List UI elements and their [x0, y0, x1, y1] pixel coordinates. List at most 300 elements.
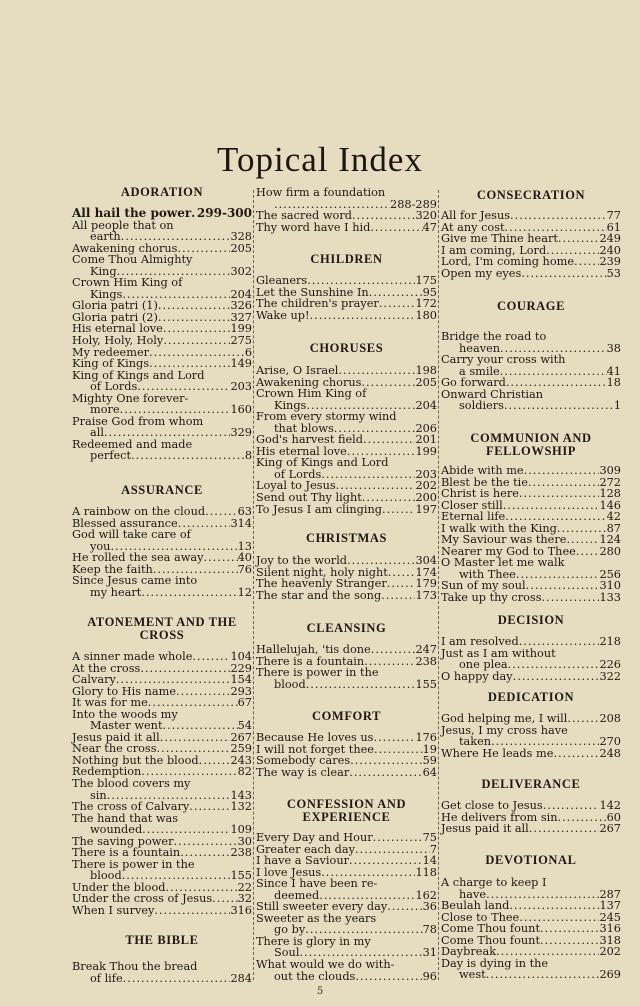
dot-leader	[500, 366, 607, 378]
entry-title: At any cost	[441, 220, 505, 234]
entry-title: Under the blood	[72, 880, 166, 894]
hymn-number: 229	[230, 661, 252, 675]
index-entry	[72, 335, 252, 347]
entry-title: of Lords	[90, 380, 138, 394]
hymn-number: 302	[230, 264, 252, 278]
entry-title: Close to Thee	[441, 910, 520, 924]
entry-title: Holy, Holy, Holy	[72, 334, 164, 348]
entry-title: Into the woods my	[72, 707, 178, 721]
index-entry	[72, 697, 252, 709]
entry-title: Nothing but the blood	[72, 753, 199, 767]
hymn-number: 95	[422, 285, 437, 299]
hymn-number: 133	[599, 591, 621, 605]
hymn-number: 329	[230, 426, 252, 440]
entry-title: Since Jesus came into	[72, 574, 198, 588]
entry-title: A sinner made whole	[72, 650, 193, 663]
entry-title: Daybreak	[441, 945, 497, 959]
entry-title: My Saviour was there	[441, 533, 567, 547]
hymn-number: 180	[415, 308, 437, 322]
entry-title: I walk with the King	[441, 521, 557, 535]
hymn-number: 275	[230, 334, 252, 348]
dot-leader	[381, 590, 415, 602]
dot-leader	[516, 569, 600, 581]
entry-title: There is a fountain	[72, 846, 181, 860]
dot-leader	[204, 552, 238, 564]
entry-title: His eternal love	[256, 444, 347, 458]
entry-title: Go forward	[441, 376, 506, 390]
entry-title: Redemption	[72, 765, 142, 779]
section-heading: DELIVERANCE	[481, 777, 581, 791]
hymn-number: 14	[422, 854, 437, 868]
dot-leader	[524, 465, 600, 477]
entry-title: deemed	[274, 888, 320, 902]
section-heading: CHRISTMAS	[305, 531, 388, 545]
hymn-number: 326	[230, 299, 252, 313]
dot-leader	[306, 679, 416, 691]
hymn-number: 75	[422, 831, 437, 844]
dot-leader	[542, 592, 600, 604]
entry-title: A charge to keep I	[441, 876, 547, 889]
hymn-number: 249	[599, 232, 621, 246]
index-entry	[441, 465, 621, 477]
hymn-number: 202	[415, 479, 437, 493]
index-entry	[441, 636, 621, 648]
hymn-number: 293	[230, 684, 252, 698]
entry-title: a smile	[459, 364, 500, 378]
entry-title: Somebody cares	[256, 754, 351, 768]
hymn-number: 155	[415, 677, 437, 691]
section-heading: CONFESSION AND EXPERIENCE	[286, 797, 407, 824]
hymn-number: 202	[599, 945, 621, 959]
hymn-number: 299-300	[196, 206, 252, 220]
index-entry	[441, 210, 621, 222]
entry-title: more	[90, 403, 120, 417]
hymn-number: 280	[599, 544, 621, 558]
entry-title: soldiers	[459, 399, 504, 413]
dot-leader	[355, 971, 422, 983]
section-heading: ATONEMENT AND THE CROSS	[87, 615, 237, 642]
entry-title: The way is clear	[256, 765, 350, 779]
dot-leader	[491, 736, 599, 748]
index-entry	[441, 823, 621, 835]
dot-leader	[374, 744, 423, 756]
hymn-number: 149	[230, 357, 252, 371]
index-entry	[256, 971, 437, 983]
entry-title: Soul	[274, 946, 300, 960]
hymn-number: 1	[613, 399, 621, 413]
entry-title: Under the cross of Jesus	[72, 892, 213, 906]
hymn-number: 201	[415, 433, 437, 447]
hymn-number: 328	[230, 230, 252, 244]
hymn-number: 13	[237, 539, 252, 553]
entry-title: Awakening chorus	[72, 241, 178, 255]
dot-leader	[116, 674, 231, 686]
hymn-number: 226	[599, 658, 621, 672]
hymn-number: 199	[230, 322, 252, 336]
dot-leader	[519, 636, 600, 648]
dot-leader	[131, 450, 245, 462]
entry-title: Blessed assurance	[72, 516, 178, 530]
hymn-number: 118	[415, 865, 437, 879]
dot-leader	[371, 644, 416, 656]
hymn-number: 318	[599, 933, 621, 947]
hymn-number: 310	[599, 579, 621, 593]
dot-leader	[387, 578, 416, 590]
entry-title: His eternal love	[72, 322, 163, 336]
index-entry	[441, 400, 621, 412]
index-entry	[256, 832, 437, 844]
dot-leader	[510, 210, 607, 222]
hymn-number: 240	[599, 243, 621, 257]
entry-title: The blood covers my	[72, 777, 191, 791]
index-entry	[72, 552, 252, 564]
entry-title: To Jesus I am clinging	[256, 502, 382, 516]
entry-title: I will not forget thee	[256, 742, 374, 756]
index-entry	[72, 358, 252, 370]
entry-title: perfect	[90, 449, 132, 463]
hymn-number: 197	[415, 502, 437, 516]
hymn-number: 40	[237, 551, 252, 565]
entry-title: Let the Sunshine In	[256, 285, 369, 299]
hymn-number: 198	[415, 364, 437, 377]
entry-title: of life	[90, 971, 123, 985]
index-entry	[256, 388, 437, 400]
entry-title: Joy to the world	[256, 554, 348, 567]
entry-title: Greater each day	[256, 842, 356, 856]
entry-title: wounded	[90, 823, 143, 837]
dot-leader	[355, 844, 430, 856]
entry-title: Bridge the road to	[441, 330, 547, 343]
entry-title: Get close to Jesus	[441, 799, 543, 812]
entry-title: A rainbow on the cloud	[72, 505, 206, 518]
entry-title: My redeemer	[72, 345, 150, 359]
dot-leader	[379, 298, 416, 310]
entry-title: Crown Him King of	[256, 387, 367, 401]
entry-title: Keep the faith	[72, 562, 153, 576]
dot-leader	[123, 973, 231, 985]
entry-title: God's harvest field	[256, 433, 364, 447]
index-entry	[72, 587, 252, 599]
index-entry	[441, 736, 621, 748]
dot-leader	[574, 256, 599, 268]
entry-title: blood	[90, 869, 122, 883]
hymn-number: 316	[599, 922, 621, 936]
dot-leader	[382, 504, 415, 516]
entry-title: Send out Thy light	[256, 491, 362, 505]
dot-leader	[508, 659, 600, 671]
hymn-number: 284	[230, 971, 252, 985]
section-heading: DECISION	[497, 613, 565, 627]
dot-leader	[362, 492, 416, 504]
hymn-number: 238	[230, 846, 252, 860]
hymn-number: 267	[599, 822, 621, 836]
section-heading: ASSURANCE	[121, 483, 203, 497]
entry-title: Calvary	[72, 673, 116, 687]
entry-title: taken	[459, 735, 492, 749]
index-entry	[72, 801, 252, 813]
index-entry	[256, 210, 437, 222]
dot-leader	[540, 923, 599, 935]
entry-title: Gleaners	[256, 274, 308, 287]
entry-title: Loyal to Jesus	[256, 479, 336, 493]
hymn-number: 316	[230, 904, 252, 918]
entry-title: Lord, I'm coming home	[441, 255, 575, 269]
hymn-number: 18	[606, 376, 621, 390]
entry-title: Sweeter as the years	[256, 911, 377, 925]
index-entry	[441, 800, 621, 812]
hymn-number: 327	[230, 310, 252, 324]
entry-title: blood	[274, 677, 306, 691]
entry-title: I am coming, Lord	[441, 243, 547, 257]
entry-title: Sun of my soul	[441, 579, 526, 593]
entry-title: Day is dying in the	[441, 956, 549, 970]
entry-title: Still sweeter every day	[256, 900, 388, 914]
dot-leader	[503, 500, 600, 512]
dot-leader	[158, 312, 231, 324]
index-entry	[441, 592, 621, 604]
hymn-number: 203	[415, 467, 437, 481]
entry-title: From every stormy wind	[256, 410, 397, 424]
entry-title: King of Kings	[72, 357, 150, 371]
dot-leader	[199, 755, 231, 767]
dot-leader	[154, 905, 230, 917]
column-divider-2	[438, 190, 439, 980]
dot-leader	[141, 587, 237, 599]
hymn-number: 248	[599, 746, 621, 760]
dot-leader	[543, 800, 600, 812]
hymn-number: 19	[422, 742, 437, 756]
entry-title: Silent night, holy night	[256, 565, 388, 579]
hymn-number: 314	[230, 516, 252, 530]
index-entry	[441, 331, 621, 343]
index-entry	[441, 268, 621, 280]
hymn-number: 304	[415, 554, 437, 567]
hymn-number: 63	[237, 505, 252, 518]
entry-title: When I survey	[72, 904, 155, 918]
entry-title: Just as I am without	[441, 646, 556, 660]
entry-title: Jesus paid it all	[441, 822, 529, 836]
hymn-number: 60	[606, 810, 621, 824]
dot-leader	[370, 222, 422, 234]
index-entry	[256, 298, 437, 310]
hymn-number: 272	[599, 475, 621, 489]
hymn-number: 53	[606, 266, 621, 280]
entry-title: Come Thou Almighty	[72, 253, 193, 267]
hymn-number: 205	[230, 241, 252, 255]
index-entry	[72, 529, 252, 541]
hymn-number: 128	[599, 487, 621, 501]
entry-title: I love Jesus	[256, 865, 322, 879]
entry-title: my heart	[90, 585, 142, 599]
entry-title: All hail the power	[72, 206, 192, 220]
entry-title: Closer still	[441, 498, 503, 512]
entry-title: Carry your cross with	[441, 353, 566, 367]
hymn-number: 176	[415, 731, 437, 744]
hymn-number: 124	[599, 533, 621, 547]
hymn-number: 154	[230, 673, 252, 687]
entry-title: The children's prayer	[256, 297, 379, 311]
index-entry	[256, 504, 437, 516]
entry-title: Blest be the tie	[441, 475, 528, 489]
hymn-number: 245	[599, 910, 621, 924]
dot-leader	[347, 555, 415, 567]
index-entry	[72, 973, 252, 985]
hymn-number: 146	[599, 498, 621, 512]
index-entry	[256, 222, 437, 234]
entry-title: Thy word have I hid	[256, 220, 371, 234]
index-entry	[72, 674, 252, 686]
entry-title: The hand that was	[72, 811, 179, 825]
entry-title: The saving power	[72, 834, 174, 848]
hymn-number: 76	[237, 562, 252, 576]
dot-leader	[140, 663, 230, 675]
section-heading: COMMUNION AND FELLOWSHIP	[470, 431, 592, 458]
hymn-number: 162	[415, 888, 437, 902]
entry-title: earth	[90, 230, 121, 244]
hymn-number: 78	[422, 923, 437, 937]
hymn-number: 320	[415, 209, 437, 223]
index-entry	[256, 732, 437, 744]
entry-title: O Master let me walk	[441, 556, 565, 570]
entry-title: Take up thy cross	[441, 591, 542, 605]
entry-title: Break Thou the bread	[72, 960, 198, 973]
index-entry	[441, 377, 621, 389]
hymn-number: 203	[230, 380, 252, 394]
hymn-number: 218	[599, 635, 621, 648]
entry-title: All for Jesus	[441, 209, 511, 222]
hymn-number: 64	[422, 765, 437, 779]
index-entry	[72, 208, 252, 220]
entry-title: Crown Him King of	[72, 276, 183, 290]
entry-title: that blows	[274, 421, 334, 435]
hymn-number: 267	[230, 730, 252, 744]
hymn-number: 205	[415, 375, 437, 389]
dot-leader	[553, 748, 599, 760]
dot-leader	[388, 567, 416, 579]
entry-title: Near the cross	[72, 742, 157, 756]
index-entry	[441, 900, 621, 912]
hymn-number: 104	[230, 650, 252, 663]
dot-leader	[363, 434, 415, 446]
hymn-number: 61	[606, 220, 621, 234]
entry-title: Abide with me	[441, 464, 524, 477]
entry-title: Redeemed and made	[72, 437, 193, 451]
entry-title: Glory to His name	[72, 684, 177, 698]
hymn-number: 36	[422, 900, 437, 914]
dot-leader	[373, 732, 415, 744]
index-entry	[72, 254, 252, 266]
entry-title: Gloria patri (1)	[72, 299, 158, 313]
hymn-number: 42	[606, 510, 621, 524]
index-entry	[256, 644, 437, 656]
entry-title: The star and the song	[256, 588, 382, 602]
hymn-number: 309	[599, 464, 621, 477]
hymn-number: 30	[237, 834, 252, 848]
hymn-number: 256	[599, 567, 621, 581]
index-entry	[256, 878, 437, 890]
entry-title: God will take care of	[72, 528, 191, 542]
entry-title: Praise God from whom	[72, 414, 204, 428]
hymn-number: 67	[237, 696, 252, 710]
section-heading: DEDICATION	[487, 690, 575, 704]
section-heading: DEVOTIONAL	[485, 853, 577, 867]
hymn-number: 12	[237, 585, 252, 599]
hymn-number: 77	[606, 209, 621, 222]
dot-leader	[540, 935, 599, 947]
index-entry	[256, 492, 437, 504]
index-entry	[256, 679, 437, 691]
hymn-number: 179	[415, 577, 437, 591]
index-entry	[72, 961, 252, 973]
dot-leader	[310, 310, 416, 322]
entry-title: The heavenly Stranger	[256, 577, 387, 591]
entry-title: Jesus paid it all	[72, 730, 160, 744]
index-entry	[441, 969, 621, 981]
entry-title: Give me Thine heart	[441, 232, 558, 246]
page-title: Topical Index	[217, 140, 423, 179]
index-entry	[72, 506, 252, 518]
index-entry	[256, 578, 437, 590]
index-entry	[72, 651, 252, 663]
index-entry	[72, 905, 252, 917]
entry-title: Wake up!	[256, 308, 310, 322]
hymn-number: 82	[237, 765, 252, 779]
hymn-number: 47	[422, 220, 437, 234]
entry-title: King of Kings and Lord	[256, 456, 389, 470]
section-heading: CLEANSING	[306, 621, 387, 635]
entry-title: Kings	[90, 287, 123, 301]
hymn-number: 269	[599, 968, 621, 982]
hymn-number: 87	[606, 521, 621, 535]
index-entry	[441, 354, 621, 366]
index-entry	[256, 959, 437, 971]
hymn-number: 155	[230, 869, 252, 883]
dot-leader	[528, 477, 599, 489]
dot-leader	[373, 832, 423, 844]
entry-title: O happy day	[441, 669, 513, 683]
entry-title: I am resolved	[441, 635, 519, 648]
hymn-number: 270	[599, 735, 621, 749]
dot-leader	[176, 686, 230, 698]
hymn-number: 288-289	[390, 197, 437, 211]
entry-title: The cross of Calvary	[72, 800, 190, 814]
dot-leader	[486, 969, 600, 981]
entry-title: Come Thou fount	[441, 922, 540, 936]
dot-leader	[349, 855, 423, 867]
index-entry	[256, 590, 437, 602]
entry-title: Master went	[90, 719, 163, 733]
dot-leader	[504, 400, 614, 412]
entry-title: Jesus, I my cross have	[441, 723, 568, 737]
index-entry	[441, 256, 621, 268]
hymn-number: 96	[422, 969, 437, 983]
index-entry	[72, 450, 252, 462]
index-entry	[441, 923, 621, 935]
dot-leader	[149, 358, 230, 370]
entry-title: What would we do with-	[256, 958, 395, 972]
dot-leader	[352, 210, 415, 222]
entry-title: Come Thou fount	[441, 933, 540, 947]
entry-title: There is power in the	[256, 666, 379, 680]
index-entry	[441, 748, 621, 760]
entry-title: Since I have been re-	[256, 877, 378, 891]
dot-leader	[148, 697, 238, 709]
index-entry	[72, 231, 252, 243]
entry-title: All people that on	[72, 218, 174, 232]
entry-title: sin	[90, 788, 107, 802]
entry-title: The sacred word	[256, 209, 352, 223]
entry-title: Because He loves us	[256, 731, 374, 744]
